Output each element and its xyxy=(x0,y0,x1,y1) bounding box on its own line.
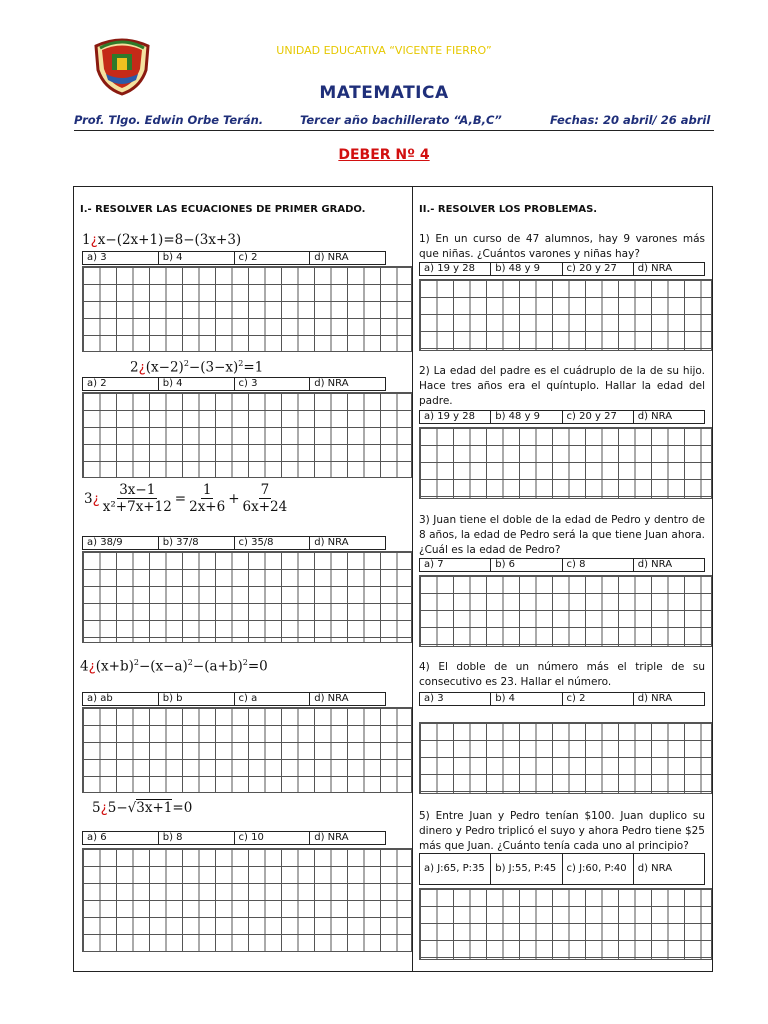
answer-option[interactable]: a) 38/9 xyxy=(83,537,159,549)
answer-option[interactable]: a) 3 xyxy=(420,693,491,705)
answer-option[interactable]: d) NRA xyxy=(314,378,349,389)
answer-option[interactable]: b) 48 y 9 xyxy=(491,411,562,423)
answer-option[interactable]: d) NRA xyxy=(314,832,349,843)
workspace-grid xyxy=(419,575,712,647)
answer-option[interactable]: c) 2 xyxy=(563,693,634,705)
answer-option[interactable]: c) 2 xyxy=(235,252,311,264)
answer-option[interactable]: b) b xyxy=(159,693,235,705)
section2-title: II.- RESOLVER LOS PROBLEMAS. xyxy=(419,204,598,215)
answer-row-p4 xyxy=(419,692,705,706)
answer-option[interactable]: b) 37/8 xyxy=(159,537,235,549)
workspace-grid xyxy=(82,848,412,952)
answer-option[interactable]: c) J:60, P:40 xyxy=(563,854,634,884)
workspace-grid xyxy=(419,279,712,351)
answer-option[interactable]: c) 35/8 xyxy=(235,537,311,549)
answer-option[interactable]: d) NRA xyxy=(637,863,673,874)
school-name: UNIDAD EDUCATIVA “VICENTE FIERRO” xyxy=(276,44,492,57)
answer-option[interactable]: b) 4 xyxy=(159,252,235,264)
workspace-grid xyxy=(419,888,712,960)
problem-5-text: 5) Entre Juan y Pedro tenían $100. Juan duplico su dinero y Pedro triplicó el suyo y ahora Pedro tiene $25 más que Juan. ¿Cuánto tenía cada uno al principio? xyxy=(419,810,705,852)
answer-row-eq3 xyxy=(82,536,386,550)
answer-option[interactable]: a) 19 y 28 xyxy=(420,411,491,423)
answer-option[interactable]: a) 19 y 28 xyxy=(420,263,491,275)
answer-option[interactable]: d) NRA xyxy=(637,263,673,274)
workspace-grid xyxy=(82,266,412,352)
equation-5: 5¿5−√3x+1=0 xyxy=(92,800,193,816)
answer-option[interactable]: c) 20 y 27 xyxy=(563,263,634,275)
answer-option[interactable]: d) NRA xyxy=(314,252,349,263)
answer-option[interactable]: a) 7 xyxy=(420,559,491,571)
answer-row-p3 xyxy=(419,558,705,572)
answer-row-eq1 xyxy=(82,251,386,265)
answer-option[interactable]: c) 10 xyxy=(235,832,311,844)
workspace-grid xyxy=(82,707,412,793)
answer-option[interactable]: b) 4 xyxy=(491,693,562,705)
answer-row-eq2 xyxy=(82,377,386,391)
answer-row-p2 xyxy=(419,410,705,424)
answer-option[interactable]: d) NRA xyxy=(637,559,673,570)
teacher-name: Prof. Tlgo. Edwin Orbe Terán. xyxy=(74,113,264,127)
answer-option[interactable]: b) 8 xyxy=(159,832,235,844)
equation-1: 1¿x−(2x+1)=8−(3x+3) xyxy=(82,232,242,248)
answer-option[interactable]: c) 8 xyxy=(563,559,634,571)
problem-2-text: 2) La edad del padre es el cuádruplo de la de su hijo. Hace tres años era el quíntuplo. Hallar la edad del padre. xyxy=(419,365,705,407)
answer-option[interactable]: a) 2 xyxy=(83,378,159,390)
answer-option[interactable]: b) 48 y 9 xyxy=(491,263,562,275)
problem-3-text: 3) Juan tiene el doble de la edad de Pedro y dentro de 8 años, la edad de Pedro será la que tiene Juan ahora. ¿Cuál es la edad de Pedro? xyxy=(419,514,705,556)
answer-row-p5 xyxy=(419,853,705,885)
answer-option[interactable]: a) 6 xyxy=(83,832,159,844)
subject-title: MATEMATICA xyxy=(319,83,449,103)
answer-option[interactable]: d) NRA xyxy=(314,693,349,704)
answer-option[interactable]: b) 4 xyxy=(159,378,235,390)
workspace-grid xyxy=(419,722,712,794)
answer-option[interactable]: b) J:55, P:45 xyxy=(491,854,562,884)
workspace-grid xyxy=(82,551,412,643)
section1-title: I.- RESOLVER LAS ECUACIONES DE PRIMER GRADO. xyxy=(80,204,366,215)
course-name: Tercer año bachillerato “A,B,C” xyxy=(300,113,502,127)
answer-option[interactable]: a) 3 xyxy=(83,252,159,264)
problem-4-text: 4) El doble de un número más el triple de su consecutivo es 23. Hallar el número. xyxy=(419,661,705,688)
equation-2: $2¿(x-2)^2-(3-x)^2=1$ xyxy=(130,359,264,376)
equation-3: 3 ¿ $\frac{3x-1}{\text{x²+7x+12}}$ = $\frac{1}{2x+6}$ + $\frac{7}{6x+24}$ xyxy=(84,482,288,515)
column-divider xyxy=(412,186,413,972)
header-rule xyxy=(74,130,714,131)
answer-option[interactable]: d) NRA xyxy=(314,537,349,548)
answer-row-eq4 xyxy=(82,692,386,706)
workspace-grid xyxy=(419,427,712,499)
workspace-grid xyxy=(82,392,412,478)
answer-option[interactable]: c) 20 y 27 xyxy=(563,411,634,423)
answer-option[interactable]: d) NRA xyxy=(637,411,673,422)
problem-1-text: 1) En un curso de 47 alumnos, hay 9 varones más que niñas. ¿Cuántos varones y niñas hay? xyxy=(419,233,705,260)
answer-option[interactable]: d) NRA xyxy=(637,693,673,704)
equation-4: $4¿(x+b)^2-(x-a)^2-(a+b)^2=0$ xyxy=(80,658,268,675)
answer-option[interactable]: a) J:65, P:35 xyxy=(420,854,491,884)
answer-row-p1 xyxy=(419,262,705,276)
answer-option[interactable]: a) ab xyxy=(83,693,159,705)
answer-option[interactable]: c) a xyxy=(235,693,311,705)
homework-title: DEBER Nº 4 xyxy=(338,147,430,163)
answer-option[interactable]: c) 3 xyxy=(235,378,311,390)
assignment-dates: Fechas: 20 abril/ 26 abril xyxy=(550,113,711,127)
answer-option[interactable]: b) 6 xyxy=(491,559,562,571)
answer-row-eq5 xyxy=(82,831,386,845)
